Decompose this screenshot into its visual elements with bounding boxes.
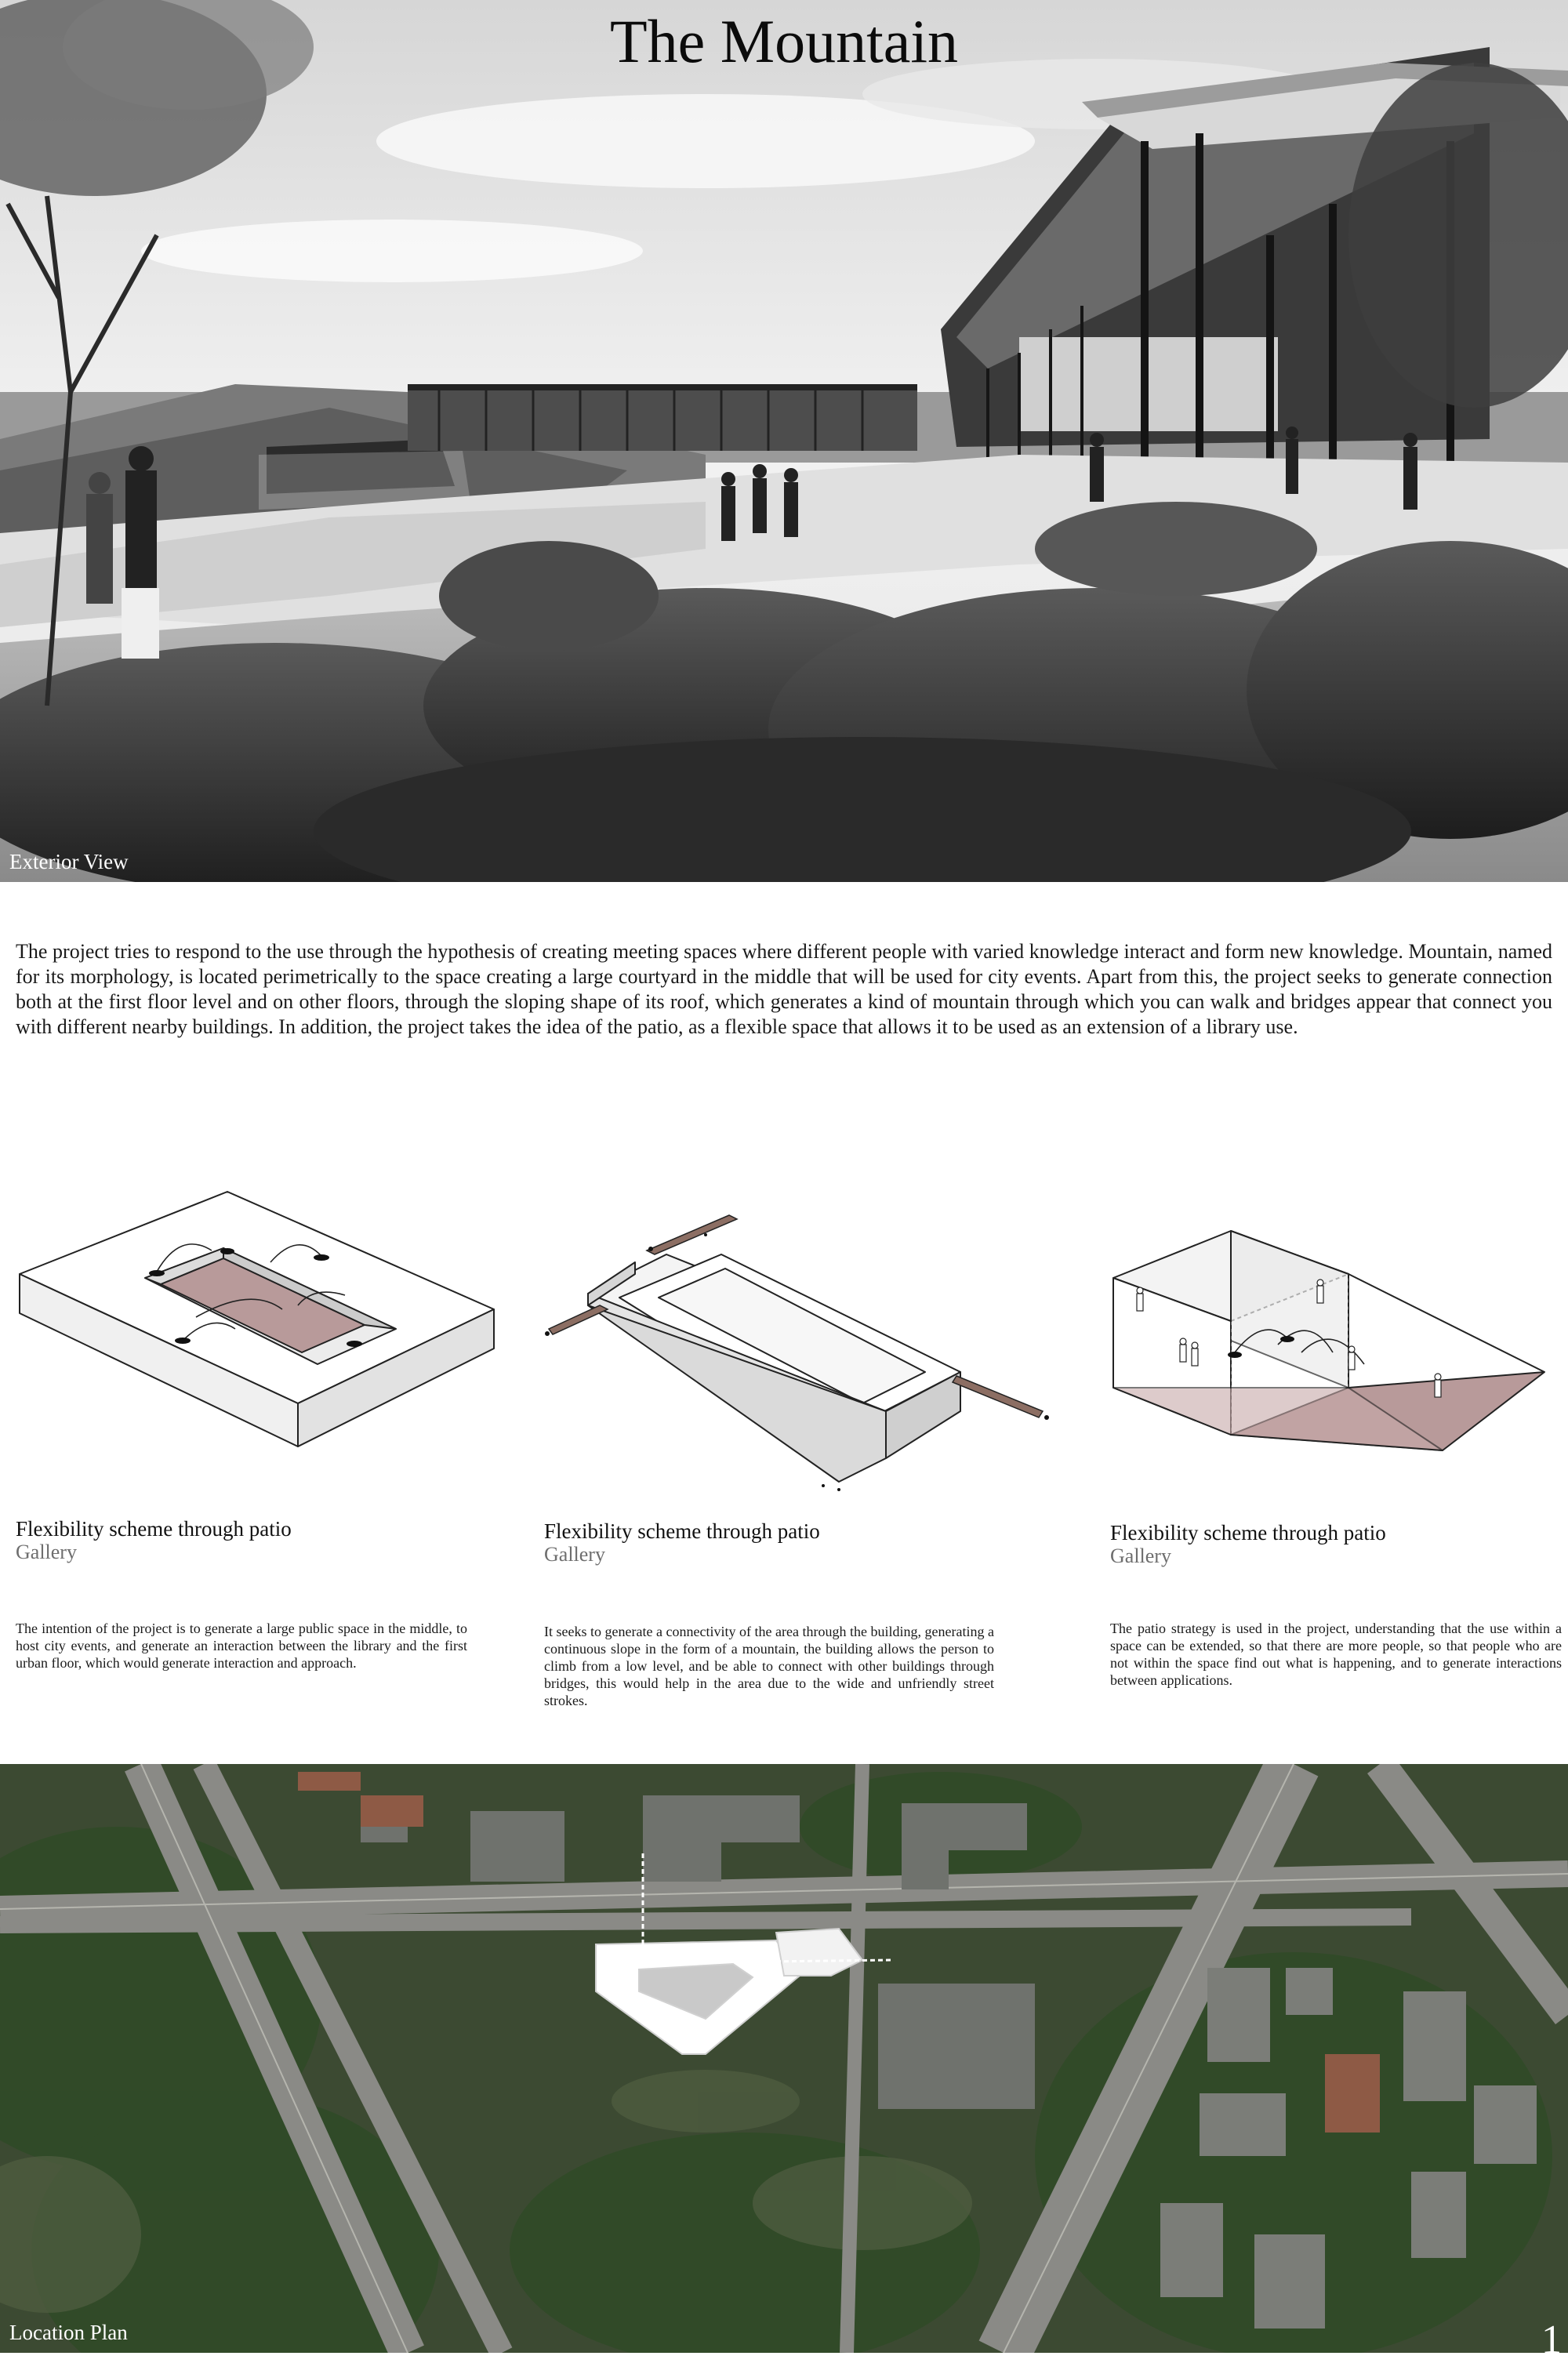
exterior-view-caption: Exterior View — [9, 850, 129, 873]
location-plan-caption: Location Plan — [9, 2321, 128, 2344]
diagram-1-text: The intention of the project is to generate a large public space in the middle, to host city events, and generate an interaction between the library and the first urban floor, which would generate interaction and approach. — [16, 1621, 467, 1671]
page-number: 1 — [1541, 2318, 1562, 2362]
project-description: The project tries to respond to the use through the hypothesis of creating meeting spaces where different people with varied knowledge interact and form new knowledge. Mountain, named for its morphology, is located perimetrically to the space creating a large courtyard in the middle that will be used for city events. Apart from this, the project seeks to generate connection both at the first floor level and on other floors, through the sloping shape of its roof, which generates a kind of mountain through which you can walk and bridges appear that connect you with different nearby buildings. In addition, the project takes the idea of the patio, as a flexible space that allows it to be used as an extension of a library use. — [16, 940, 1552, 1038]
space-isometric-diagram — [1082, 1145, 1568, 1537]
exterior-render-image — [0, 0, 1568, 882]
diagram-3-text: The patio strategy is used in the project, understanding that the use within a space can be extended, so that there are more people, so that people who are not within the space find out what is happening, and to generate interactions between applications. — [1110, 1621, 1562, 1688]
diagram-2-title: Flexibility scheme through patio — [544, 1519, 820, 1543]
patio-isometric-diagram — [0, 1145, 517, 1537]
location-plan-map — [0, 1764, 1568, 2353]
aerial-map-image — [0, 1764, 1568, 2353]
diagram-2-subtitle: Gallery — [544, 1543, 605, 1566]
diagram-patio-plan — [0, 1145, 517, 1541]
slope-isometric-diagram — [525, 1145, 1066, 1537]
diagram-2-text: It seeks to generate a connectivity of the area through the building, generating a continuous slope in the form of a mountain, the building allows the person to climb from a low level, and be able to connect with other buildings through bridges, this would help in the area due to the wide and unfriendly street strokes. — [544, 1624, 994, 1708]
page-title: The Mountain — [609, 7, 959, 75]
diagram-slope-bridges — [525, 1145, 1066, 1543]
diagram-3-subtitle: Gallery — [1110, 1544, 1171, 1567]
diagram-3-title: Flexibility scheme through patio — [1110, 1521, 1386, 1544]
diagram-extended-space — [1082, 1145, 1568, 1544]
exterior-view-render — [0, 0, 1568, 882]
diagram-1-subtitle: Gallery — [16, 1541, 77, 1563]
diagram-1-title: Flexibility scheme through patio — [16, 1517, 292, 1541]
